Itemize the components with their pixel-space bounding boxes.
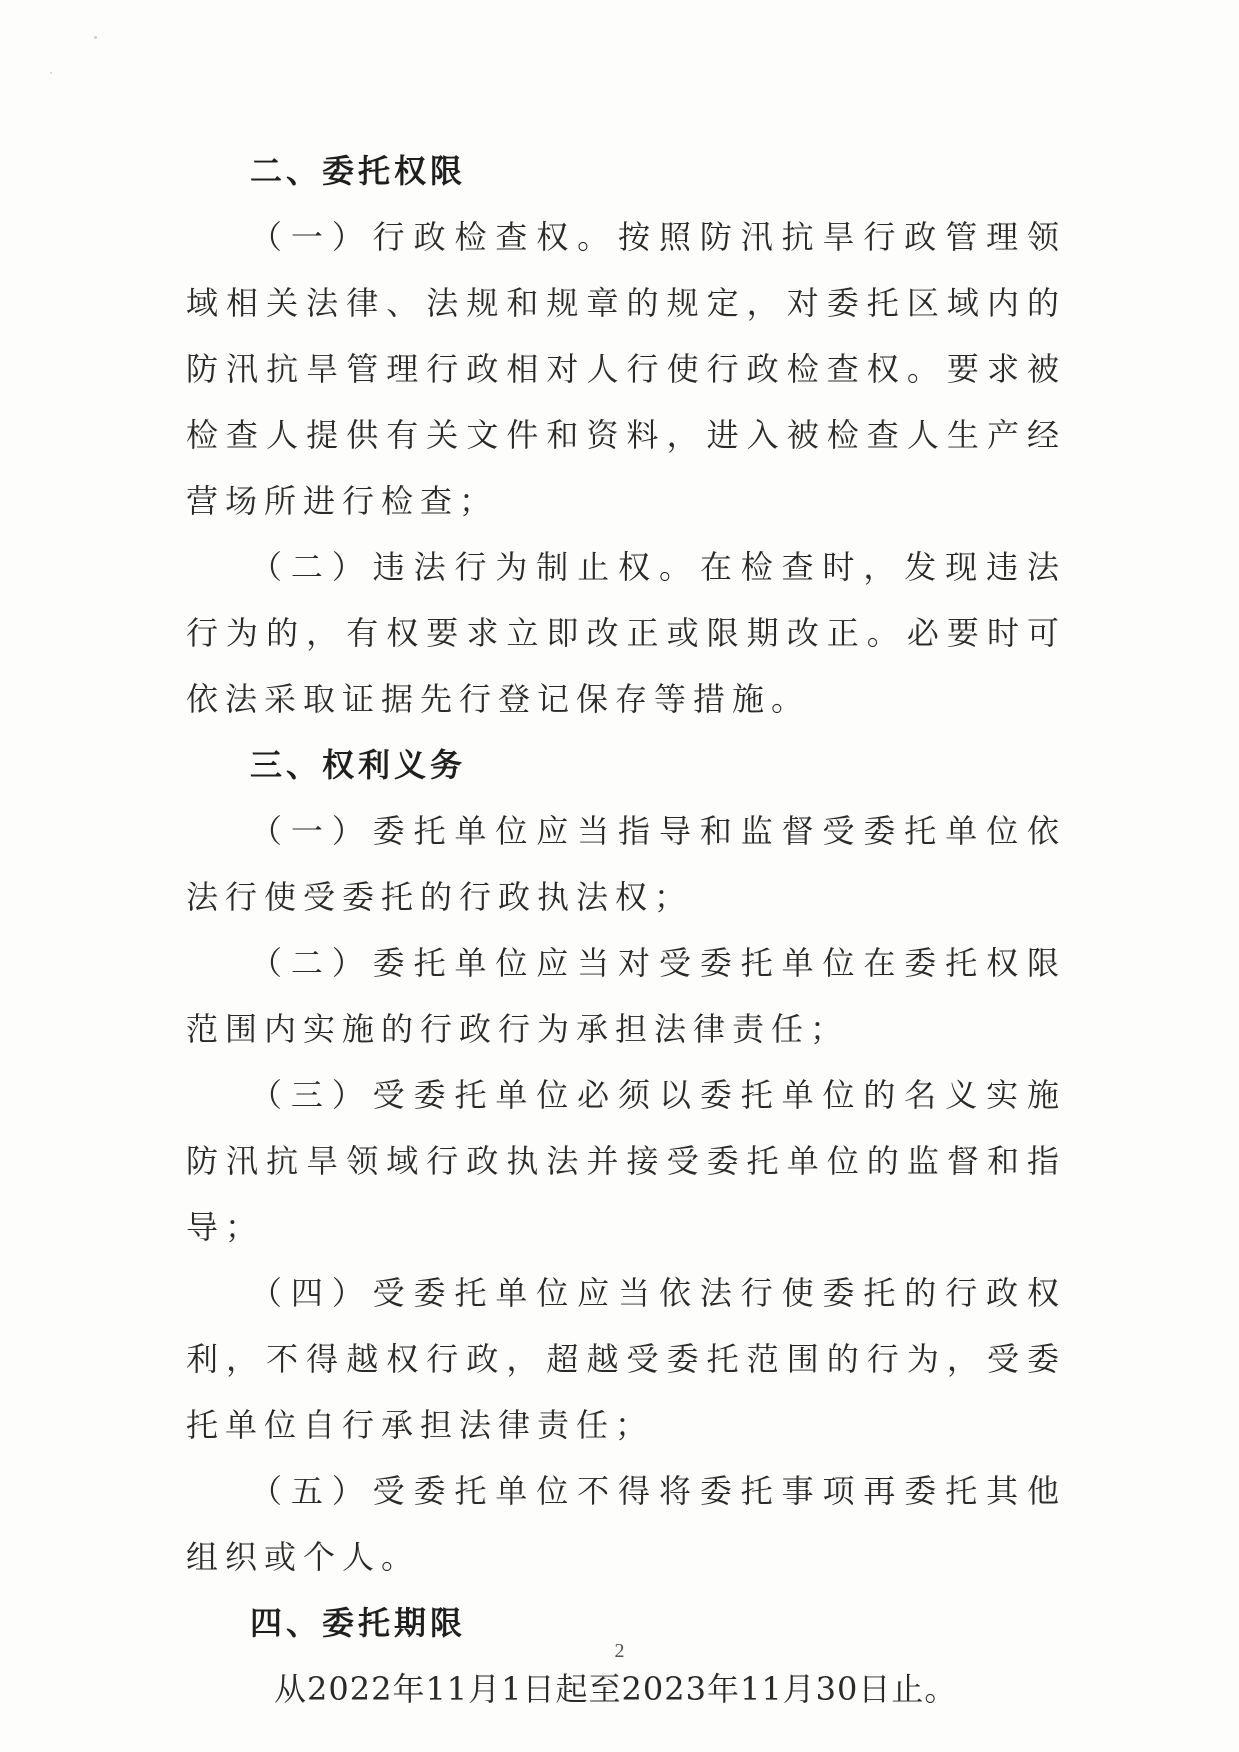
page-number: 2 (614, 1640, 625, 1662)
paragraph-obligation-5: （五）受委托单位不得将委托事项再委托其他组织或个人。 (186, 1472, 1066, 1576)
paragraph-obligation-1: （一）委托单位应当指导和监督受委托单位依法行使受委托的行政执法权； (186, 812, 1066, 916)
section-heading-term: 四、委托期限 (250, 1604, 467, 1642)
paragraph-inspection-right: （一）行政检查权。按照防汛抗旱行政管理领域相关法律、法规和规章的规定，对委托区域内的防汛抗旱管理行政相对人行使行政检查权。要求被检查人提供有关文件和资料，进入被检查人生产经营场所进行检查； (186, 218, 1066, 520)
paragraph-obligation-3: （三）受委托单位必须以委托单位的名义实施防汛抗旱领域行政执法并接受委托单位的监督和指导； (186, 1076, 1066, 1246)
paragraph-obligation-2: （二）委托单位应当对受委托单位在委托权限范围内实施的行政行为承担法律责任； (186, 944, 1066, 1048)
section-heading-authority: 二、委托权限 (250, 152, 467, 190)
scan-speck (94, 36, 97, 39)
scan-speck (50, 72, 52, 74)
section-heading-rights-obligations: 三、权利义务 (250, 746, 467, 784)
document-body (186, 138, 1066, 1722)
paragraph-stop-violation-right: （二）违法行为制止权。在检查时，发现违法行为的，有权要求立即改正或限期改正。必要时可依法采取证据先行登记保存等措施。 (186, 548, 1066, 718)
paragraph-obligation-4: （四）受委托单位应当依法行使委托的行政权利，不得越权行政，超越受委托范围的行为，受委托单位自行承担法律责任； (186, 1274, 1066, 1444)
term-dates: 从2022年11月1日起至2023年11月30日止。 (274, 1670, 958, 1708)
